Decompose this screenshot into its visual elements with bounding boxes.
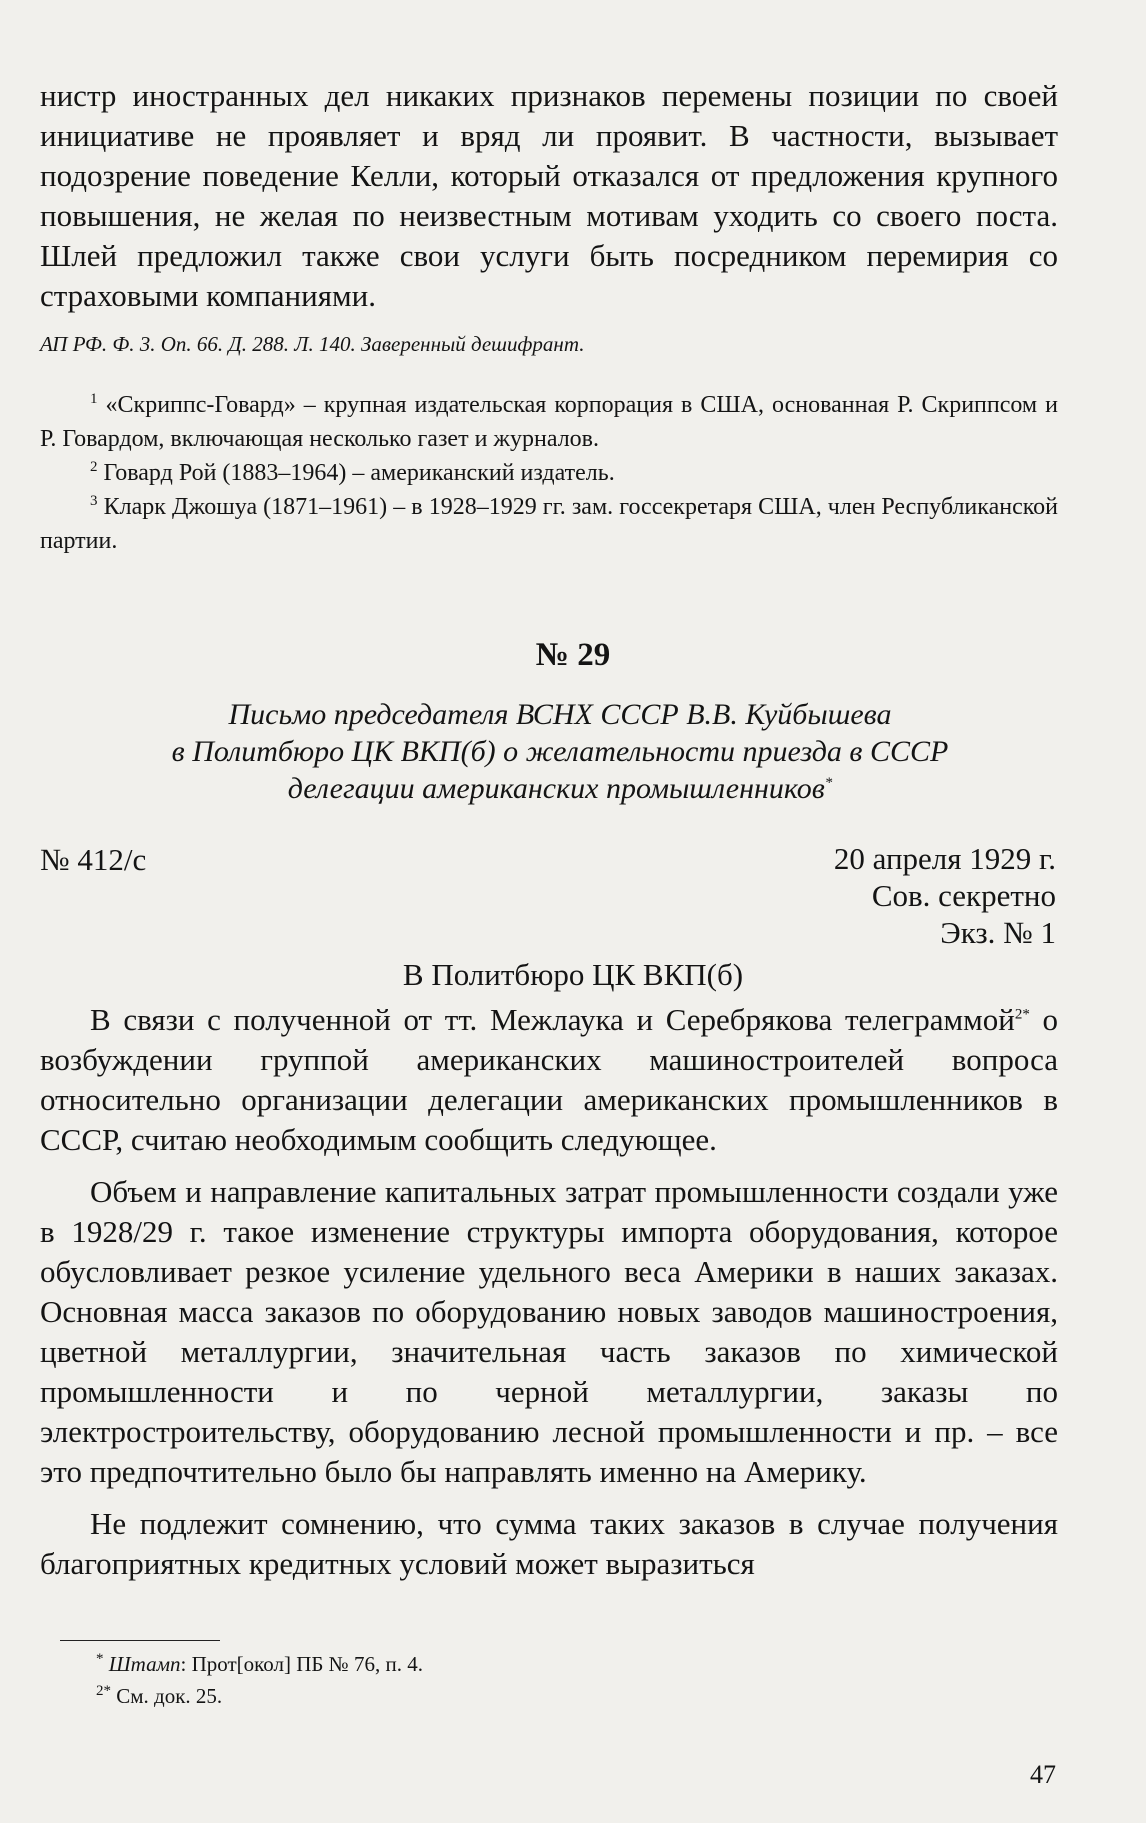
footnote-3-text: Кларк Джошуа (1871–1961) – в 1928–1929 гг. зам. госсекретаря США, член Республиканской партии. (40, 494, 1059, 554)
footnote-star (96, 1648, 996, 1680)
footnote-2star (96, 1680, 996, 1712)
addressee: В Политбюро ЦК ВКП(б) (402, 957, 744, 992)
document-date: 20 апреля 1929 г. (833, 841, 1056, 876)
paragraph-1-end: о возбуждении группой американских машиностроителей вопроса относительно организации делегации американских промышленников в СССР, считаю необходимым сообщить следующее. (40, 1002, 1058, 1157)
paragraph-3: Не подлежит сомнению, что сумма таких заказов в случае получения благоприятных кредитных условий может выразиться (40, 1506, 1058, 1581)
footnote-2star-mark: 2* (96, 1683, 111, 1699)
footnote-2-text: Говард Рой (1883–1964) – американский издатель. (103, 460, 615, 486)
title-line-3-wrap (60, 770, 1060, 807)
secrecy-stamp: Сов. секретно (871, 878, 1056, 913)
footnote-1-text: «Скриппс-Говард» – крупная издательская корпорация в США, основанная Р. Скриппсом и Р. Говардом, включающая несколько газет и журналов. (40, 392, 1058, 452)
title-note-mark: * (824, 775, 833, 791)
footnote-divider (60, 1640, 220, 1641)
title-line-3: делегации американских промышленников (287, 772, 825, 805)
footnote-star-mark: * (96, 1651, 104, 1667)
continued-paragraph: нистр иностранных дел никаких признаков перемены позиции по своей инициативе не проявляет и вряд ли проявит. В частности, вызывает подозрение поведение Келли, который отказался от предложения крупного повышения, не желая по неизвестным мотивам уходить со своего поста. Шлей предложил также свои услуги быть посредником перемирия со страховыми компаниями. (40, 78, 1058, 313)
footnote-1 (40, 388, 1058, 456)
paragraph-1-note-mark: 2* (1014, 1006, 1030, 1023)
title-line-2: в Политбюро ЦК ВКП(б) о желательности приезда в СССР (171, 735, 949, 768)
continued-text (40, 76, 1058, 316)
footnote-2star-text: См. док. 25. (116, 1684, 223, 1708)
archive-source-reference: АП РФ. Ф. 3. Оп. 66. Д. 288. Л. 140. Заверенный дешифрант. (40, 332, 585, 356)
document-title (60, 696, 1060, 807)
footnote-star-text: : Прот[окол] ПБ № 76, п. 4. (180, 1652, 423, 1676)
footnote-star-label: Штамп (108, 1652, 181, 1676)
paragraph-1-start: В связи с полученной от тт. Межлаука и Серебрякова телеграммой (90, 1002, 1015, 1037)
title-line-1: Письмо председателя ВСНХ СССР В.В. Куйбышева (228, 698, 892, 731)
copy-number: Экз. № 1 (940, 915, 1056, 950)
page-number: 47 (1030, 1760, 1056, 1789)
footnotes-previous-document (40, 388, 1058, 558)
letter-body (40, 1000, 1058, 1584)
paragraph-2: Объем и направление капитальных затрат промышленности создали уже в 1928/29 г. такое изменение структуры импорта оборудования, которое обусловливает резкое усиление удельного веса Америки в наших заказах. Основная масса заказов по оборудованию новых заводов машиностроения, цветной металлургии, значительная часть заказов по химической промышленности и по черной металлургии, заказы по электростроительству, оборудованию лесной промышленности и пр. – все это предпочтительно было бы направлять именно на Америку. (40, 1174, 1058, 1489)
registration-number: № 412/с (40, 842, 147, 877)
document-meta (834, 840, 1056, 951)
footnote-3-mark: 3 (90, 493, 98, 509)
footnote-2 (40, 456, 1058, 490)
footnote-3 (40, 490, 1058, 558)
document-number: № 29 (535, 637, 611, 673)
footnote-2-mark: 2 (90, 459, 98, 475)
footnote-1-mark: 1 (90, 391, 98, 407)
page-footnotes (96, 1648, 996, 1712)
paragraph-1 (40, 1000, 1058, 1160)
